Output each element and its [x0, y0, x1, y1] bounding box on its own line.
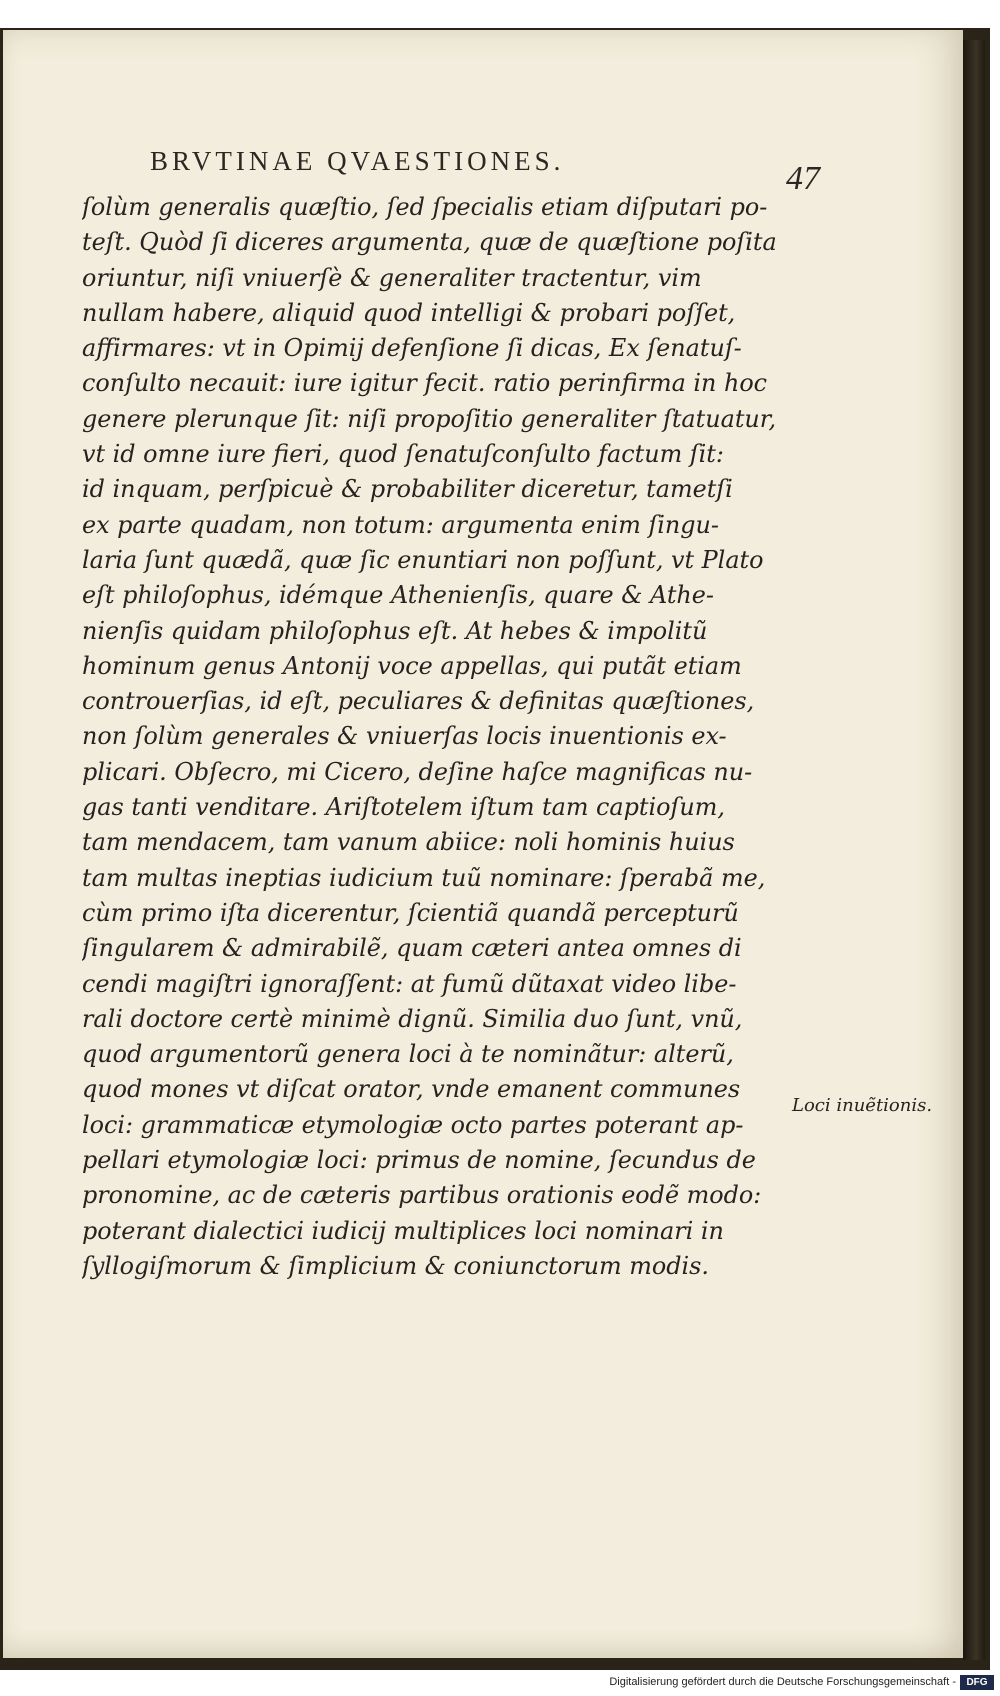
- text-line: laria ſunt quædã, quæ ſic enuntiari non poſſunt, vt Plato: [82, 545, 764, 574]
- text-line: cùm primo iſta dicerentur, ſcientiã quandã percepturũ: [82, 898, 739, 927]
- text-line: ſolùm generalis quæſtio, ſed ſpecialis etiam diſputari po-: [82, 193, 768, 221]
- text-line: pronomine, ac de cæteris partibus orationis eodẽ modo:: [82, 1181, 762, 1210]
- text-line: quod argumentorũ genera loci à te nominãtur: alterũ,: [82, 1040, 734, 1069]
- text-line: conſulto necauit: iure igitur fecit. ratio perinfirma in hoc: [82, 369, 768, 398]
- text-line: teſt. Quòd ſi diceres argumenta, quæ de quæſtione poſita: [82, 228, 777, 257]
- text-line: loci: grammaticæ etymologiæ octo partes poterant ap-: [82, 1110, 744, 1139]
- text-line: nienſis quidam philoſophus eſt. At hebes & impolitũ: [82, 616, 708, 645]
- text-line: non ſolùm generales & vniuerſas locis inuentionis ex-: [82, 722, 727, 751]
- text-line: hominum genus Antonij voce appellas, qui putãt etiam: [82, 651, 742, 680]
- text-line: affirmares: vt in Opimij defenſione ſi dicas, Ex ſenatuſ-: [82, 334, 742, 363]
- text-line: ſingularem & admirabilẽ, quam cæteri antea omnes di: [82, 934, 742, 963]
- text-line: controuerſias, id eſt, peculiares & definitas quæſtiones,: [82, 687, 755, 716]
- body-text: [82, 190, 802, 1284]
- text-line: tam multas ineptias iudicium tuũ nominare: ſperabã me,: [82, 863, 766, 892]
- text-line: tam mendacem, tam vanum abiice: noli hominis huius: [82, 828, 735, 857]
- footer-bar: [0, 1674, 1000, 1696]
- text-line: oriuntur, niſi vniuerſè & generaliter tractentur, vim: [82, 263, 702, 292]
- page-number: 47: [786, 160, 820, 197]
- text-line: quod mones vt diſcat orator, vnde emanent communes: [82, 1075, 741, 1104]
- text-line: poterant dialectici iudicij multiplices loci nominari in: [82, 1216, 724, 1245]
- text-line: ex parte quadam, non totum: argumenta enim ſingu-: [82, 510, 719, 539]
- text-line: nullam habere, aliquid quod intelligi & probari poſſet,: [82, 298, 736, 327]
- text-line: genere plerunque ſit: niſi propoſitio generaliter ſtatuatur,: [82, 404, 777, 433]
- dfg-logo: DFG: [960, 1675, 994, 1690]
- page-edge: [963, 40, 985, 1660]
- running-head: BRVTINAE QVAESTIONES.: [150, 146, 565, 176]
- digitization-credit: Digitalisierung gefördert durch die Deutsche Forschungsgemeinschaft -: [609, 1676, 956, 1688]
- text-line: cendi magiſtri ignoraſſent: at fumũ dũtaxat video libe-: [82, 969, 737, 998]
- marginal-note: Loci inuẽtionis.: [792, 1095, 933, 1116]
- text-line: eſt philoſophus, idémque Athenienſis, quare & Athe-: [82, 581, 714, 610]
- text-line: rali doctore certè minimè dignũ. Similia duo ſunt, vnũ,: [82, 1004, 743, 1033]
- text-line: ſyllogiſmorum & ſimplicium & coniunctorum modis.: [82, 1251, 709, 1280]
- text-line: vt id omne iure fieri, quod ſenatuſconſulto factum ſit:: [82, 440, 724, 469]
- text-line: id inquam, perſpicuè & probabiliter diceretur, tametſi: [82, 475, 733, 504]
- text-line: plicari. Obſecro, mi Cicero, deſine haſce magnificas nu-: [82, 757, 753, 786]
- text-line: pellari etymologiæ loci: primus de nomine, ſecundus de: [82, 1146, 756, 1175]
- text-line: gas tanti venditare. Ariſtotelem iſtum tam captioſum,: [82, 793, 725, 822]
